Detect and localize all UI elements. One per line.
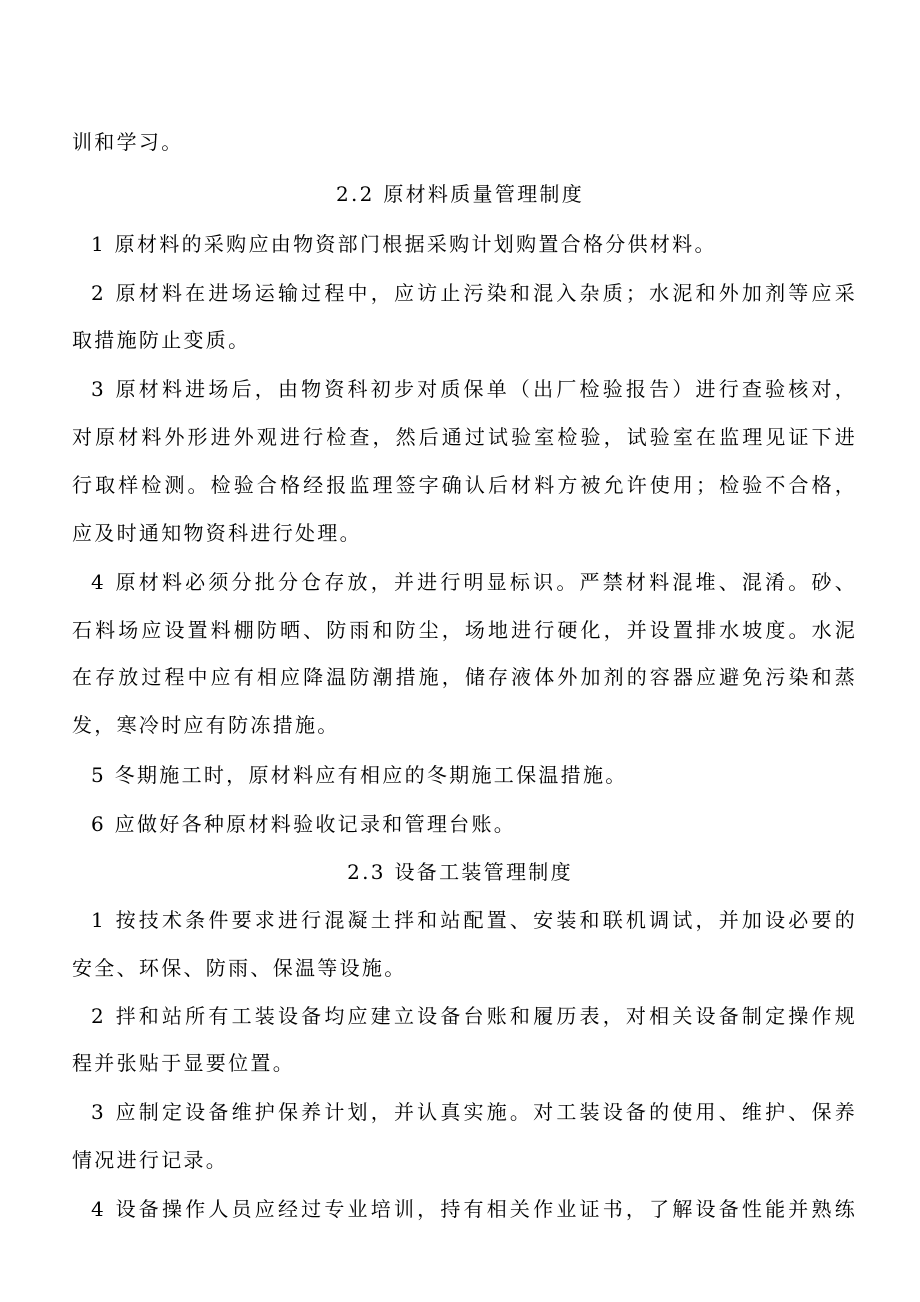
paragraph-line: 发，寒冷时应有防冻措施。 bbox=[72, 713, 340, 737]
section-heading-raw-material-quality: 2.2 原材料质量管理制度 bbox=[335, 182, 585, 206]
paragraph-line: 2 拌和站所有工装设备均应建立设备台账和履历表，对相关设备制定操作规 bbox=[91, 1004, 857, 1028]
paragraph-line: 2 原材料在进场运输过程中，应访止污染和混入杂质；水泥和外加剂等应采 bbox=[91, 281, 857, 305]
paragraph-line: 在存放过程中应有相应降温防潮措施，储存液体外加剂的容器应避免污染和蒸 bbox=[72, 665, 857, 689]
paragraph-line: 应及时通知物资科进行处理。 bbox=[72, 521, 362, 545]
paragraph-line: 石料场应设置料棚防晒、防雨和防尘，场地进行硬化，并设置排水坡度。水泥 bbox=[72, 618, 857, 642]
paragraph-line: 1 原材料的采购应由物资部门根据采购计划购置合格分供材料。 bbox=[91, 232, 717, 256]
paragraph-line: 取措施防止变质。 bbox=[72, 328, 251, 352]
paragraph-line: 行取样检测。检验合格经报监理签字确认后材料方被允许使用；检验不合格， bbox=[72, 473, 857, 497]
paragraph-line: 安全、环保、防雨、保温等设施。 bbox=[72, 956, 407, 980]
paragraph-line: 程并张贴于显要位置。 bbox=[72, 1051, 295, 1075]
paragraph-line: 3 原材料进场后，由物资科初步对质保单（出厂检验报告）进行查验核对， bbox=[91, 377, 857, 401]
paragraph-line: 4 原材料必须分批分仓存放，并进行明显标识。严禁材料混堆、混淆。砂、 bbox=[91, 570, 857, 594]
paragraph-line: 4 设备操作人员应经过专业培训，持有相关作业证书，了解设备性能并熟练 bbox=[91, 1197, 857, 1221]
paragraph-line: 1 按技术条件要求进行混凝土拌和站配置、安装和联机调试，并加设必要的 bbox=[91, 908, 857, 932]
paragraph-line: 情况进行记录。 bbox=[72, 1148, 229, 1172]
paragraph-continuation-line: 训和学习。 bbox=[72, 130, 184, 154]
paragraph-line: 对原材料外形进外观进行检查，然后通过试验室检验，试验室在监理见证下进 bbox=[72, 425, 857, 449]
paragraph-line: 3 应制定设备维护保养计划，并认真实施。对工装设备的使用、维护、保养 bbox=[91, 1100, 857, 1124]
paragraph-line: 6 应做好各种原材料验收记录和管理台账。 bbox=[91, 812, 517, 836]
paragraph-line: 5 冬期施工时，原材料应有相应的冬期施工保温措施。 bbox=[91, 763, 628, 787]
section-heading-equipment-management: 2.3 设备工装管理制度 bbox=[347, 860, 573, 884]
